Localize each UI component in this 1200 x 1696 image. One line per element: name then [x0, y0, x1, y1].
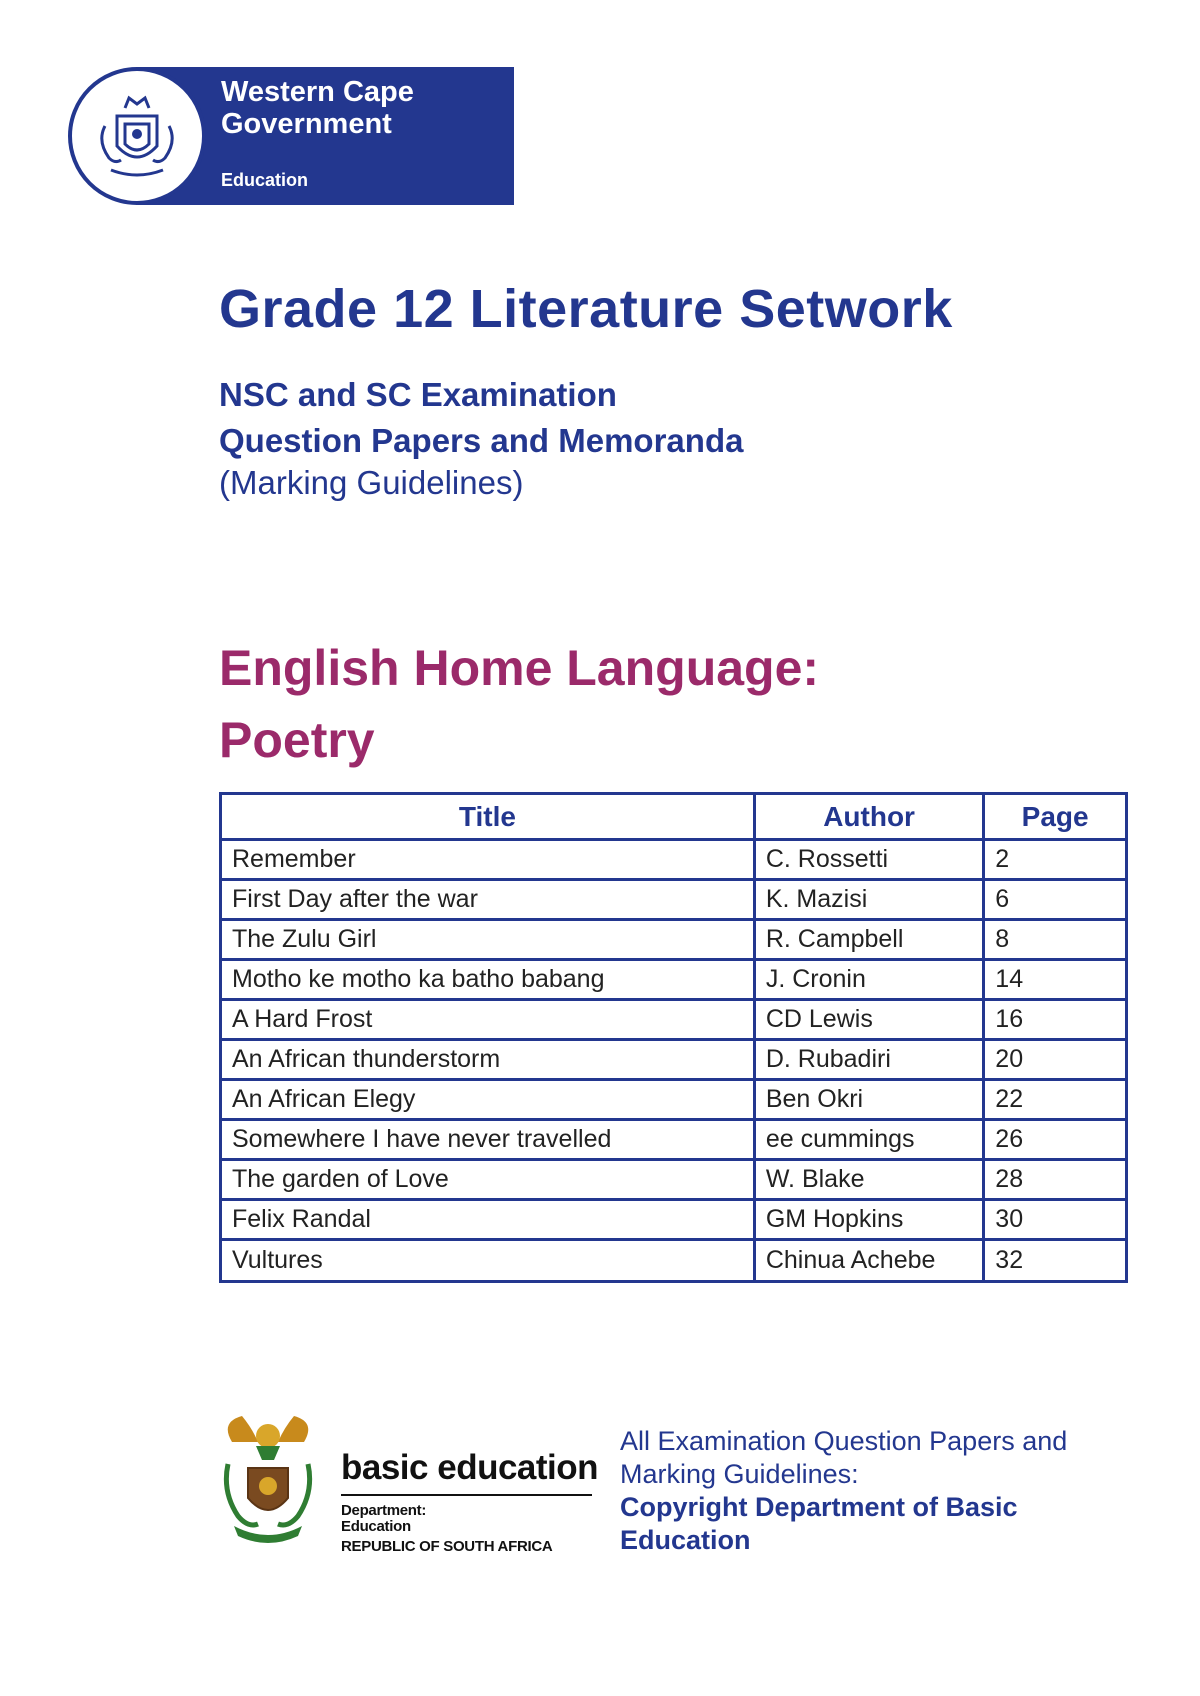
table-row [221, 1080, 1127, 1120]
cell-page: 8 [984, 920, 1127, 960]
cell-page: 2 [984, 840, 1127, 880]
subtitle-line-1: NSC and SC Examination [219, 376, 617, 413]
cell-page: 14 [984, 960, 1127, 1000]
subtitle-line-2: Question Papers and Memoranda [219, 422, 744, 459]
cell-author: K. Mazisi [754, 880, 983, 920]
table-row [221, 1000, 1127, 1040]
cell-title: First Day after the war [221, 880, 755, 920]
dept-logo-line-3: REPUBLIC OF SOUTH AFRICA [341, 1538, 553, 1555]
subtitle [219, 372, 743, 464]
subtitle-line-3: (Marking Guidelines) [219, 464, 524, 501]
poetry-table [219, 792, 1128, 1283]
dept-logo-line-1: Department: [341, 1502, 427, 1519]
copyright-holder: Copyright Department of Basic Education [620, 1492, 1018, 1555]
page-title: Grade 12 Literature Setwork [219, 279, 953, 339]
dept-logo-line-2: Education [341, 1518, 411, 1535]
cell-author: C. Rossetti [754, 840, 983, 880]
column-header-title: Title [221, 794, 755, 840]
table-row [221, 1240, 1127, 1282]
cell-title: The garden of Love [221, 1160, 755, 1200]
cell-author: Chinua Achebe [754, 1240, 983, 1282]
table-row [221, 920, 1127, 960]
cell-author: J. Cronin [754, 960, 983, 1000]
cell-page: 16 [984, 1000, 1127, 1040]
cell-author: CD Lewis [754, 1000, 983, 1040]
cell-title: An African Elegy [221, 1080, 755, 1120]
cell-author: R. Campbell [754, 920, 983, 960]
cell-title: Motho ke motho ka batho babang [221, 960, 755, 1000]
section-heading [219, 632, 819, 776]
table-header-row [221, 794, 1127, 840]
cell-title: A Hard Frost [221, 1000, 755, 1040]
section-heading-line-2: Poetry [219, 712, 375, 768]
dept-logo-title: basic education [341, 1448, 599, 1487]
cell-title: Somewhere I have never travelled [221, 1120, 755, 1160]
table-row [221, 960, 1127, 1000]
cell-page: 22 [984, 1080, 1127, 1120]
cell-title: The Zulu Girl [221, 920, 755, 960]
org-name: Western Cape Government [221, 76, 414, 140]
column-header-author: Author [754, 794, 983, 840]
cell-title: Remember [221, 840, 755, 880]
cell-author: W. Blake [754, 1160, 983, 1200]
cell-page: 20 [984, 1040, 1127, 1080]
cell-author: D. Rubadiri [754, 1040, 983, 1080]
table-row [221, 1040, 1127, 1080]
coat-of-arms-icon [87, 86, 187, 186]
sa-coat-of-arms-icon [212, 1412, 324, 1548]
cell-title: An African thunderstorm [221, 1040, 755, 1080]
table-row [221, 880, 1127, 920]
cell-page: 26 [984, 1120, 1127, 1160]
cell-title: Vultures [221, 1240, 755, 1282]
org-department: Education [221, 170, 309, 190]
cell-author: GM Hopkins [754, 1200, 983, 1240]
cell-page: 28 [984, 1160, 1127, 1200]
cell-page: 6 [984, 880, 1127, 920]
wcg-coat-of-arms [68, 67, 206, 205]
column-header-page: Page [984, 794, 1127, 840]
cell-page: 30 [984, 1200, 1127, 1240]
table-row [221, 1160, 1127, 1200]
cell-page: 32 [984, 1240, 1127, 1282]
cell-title: Felix Randal [221, 1200, 755, 1240]
table-row [221, 1200, 1127, 1240]
table-row [221, 840, 1127, 880]
cell-author: Ben Okri [754, 1080, 983, 1120]
dept-logo-divider [341, 1494, 592, 1496]
copyright-intro: All Examination Question Papers and Marking Guidelines: [620, 1426, 1068, 1489]
section-heading-line-1: English Home Language: [219, 640, 820, 696]
copyright-notice [620, 1425, 1140, 1557]
table-row [221, 1120, 1127, 1160]
cell-author: ee cummings [754, 1120, 983, 1160]
